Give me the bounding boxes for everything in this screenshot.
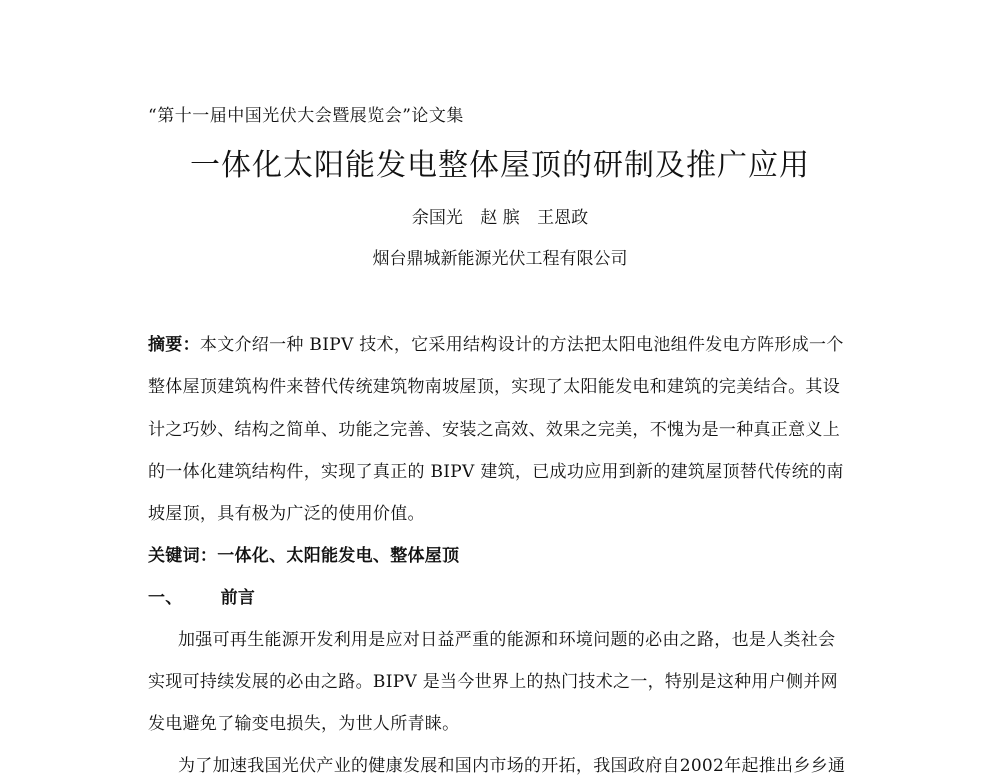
section-title: 前言: [220, 588, 256, 608]
body-paragraph-line: 加强可再生能源开发利用是应对日益严重的能源和环境问题的必由之路，也是人类社会: [178, 630, 836, 650]
abstract-line: 计之巧妙、结构之简单、功能之完善、安装之高效、效果之完美，不愧为是一种真正意义上: [148, 420, 840, 440]
abstract-line: 整体屋顶建筑构件来替代传统建筑物南坡屋顶，实现了太阳能发电和建筑的完美结合。其设: [148, 377, 840, 397]
author-name: 赵 膑: [480, 208, 520, 228]
abstract-line: [148, 330, 844, 355]
section-number: 一、: [148, 588, 183, 608]
keywords-line: [148, 541, 459, 566]
body-paragraph-line: 为了加速我国光伏产业的健康发展和国内市场的开拓，我国政府自2002年起推出乡乡通: [178, 756, 846, 776]
author-name: 王恩政: [537, 208, 589, 228]
section-heading: [148, 583, 255, 608]
proceedings-series-header: “第十一届中国光伏大会暨展览会”论文集: [148, 106, 464, 126]
abstract-line: 坡屋顶，具有极为广泛的使用价值。: [148, 504, 425, 524]
abstract-line: 的一体化建筑结构件，实现了真正的 BIPV 建筑，已成功应用到新的建筑屋顶替代传统的南: [148, 462, 844, 482]
abstract-text: 本文介绍一种 BIPV 技术，它采用结构设计的方法把太阳电池组件发电方阵形成一个: [199, 335, 844, 355]
keywords-label: 关键词：: [148, 546, 218, 566]
keywords-text: 一体化、太阳能发电、整体屋顶: [217, 546, 460, 566]
body-paragraph-line: 实现可持续发展的必由之路。BIPV 是当今世界上的热门技术之一，特别是这种用户侧并网: [148, 672, 838, 692]
abstract-label: 摘要：: [148, 335, 200, 355]
author-name: 余国光: [411, 208, 463, 228]
author-list: [0, 203, 1000, 228]
author-affiliation: 烟台鼎城新能源光伏工程有限公司: [372, 249, 628, 269]
paper-title: 一体化太阳能发电整体屋顶的研制及推广应用: [190, 148, 810, 183]
body-paragraph-line: 发电避免了输变电损失，为世人所青睐。: [148, 714, 460, 734]
